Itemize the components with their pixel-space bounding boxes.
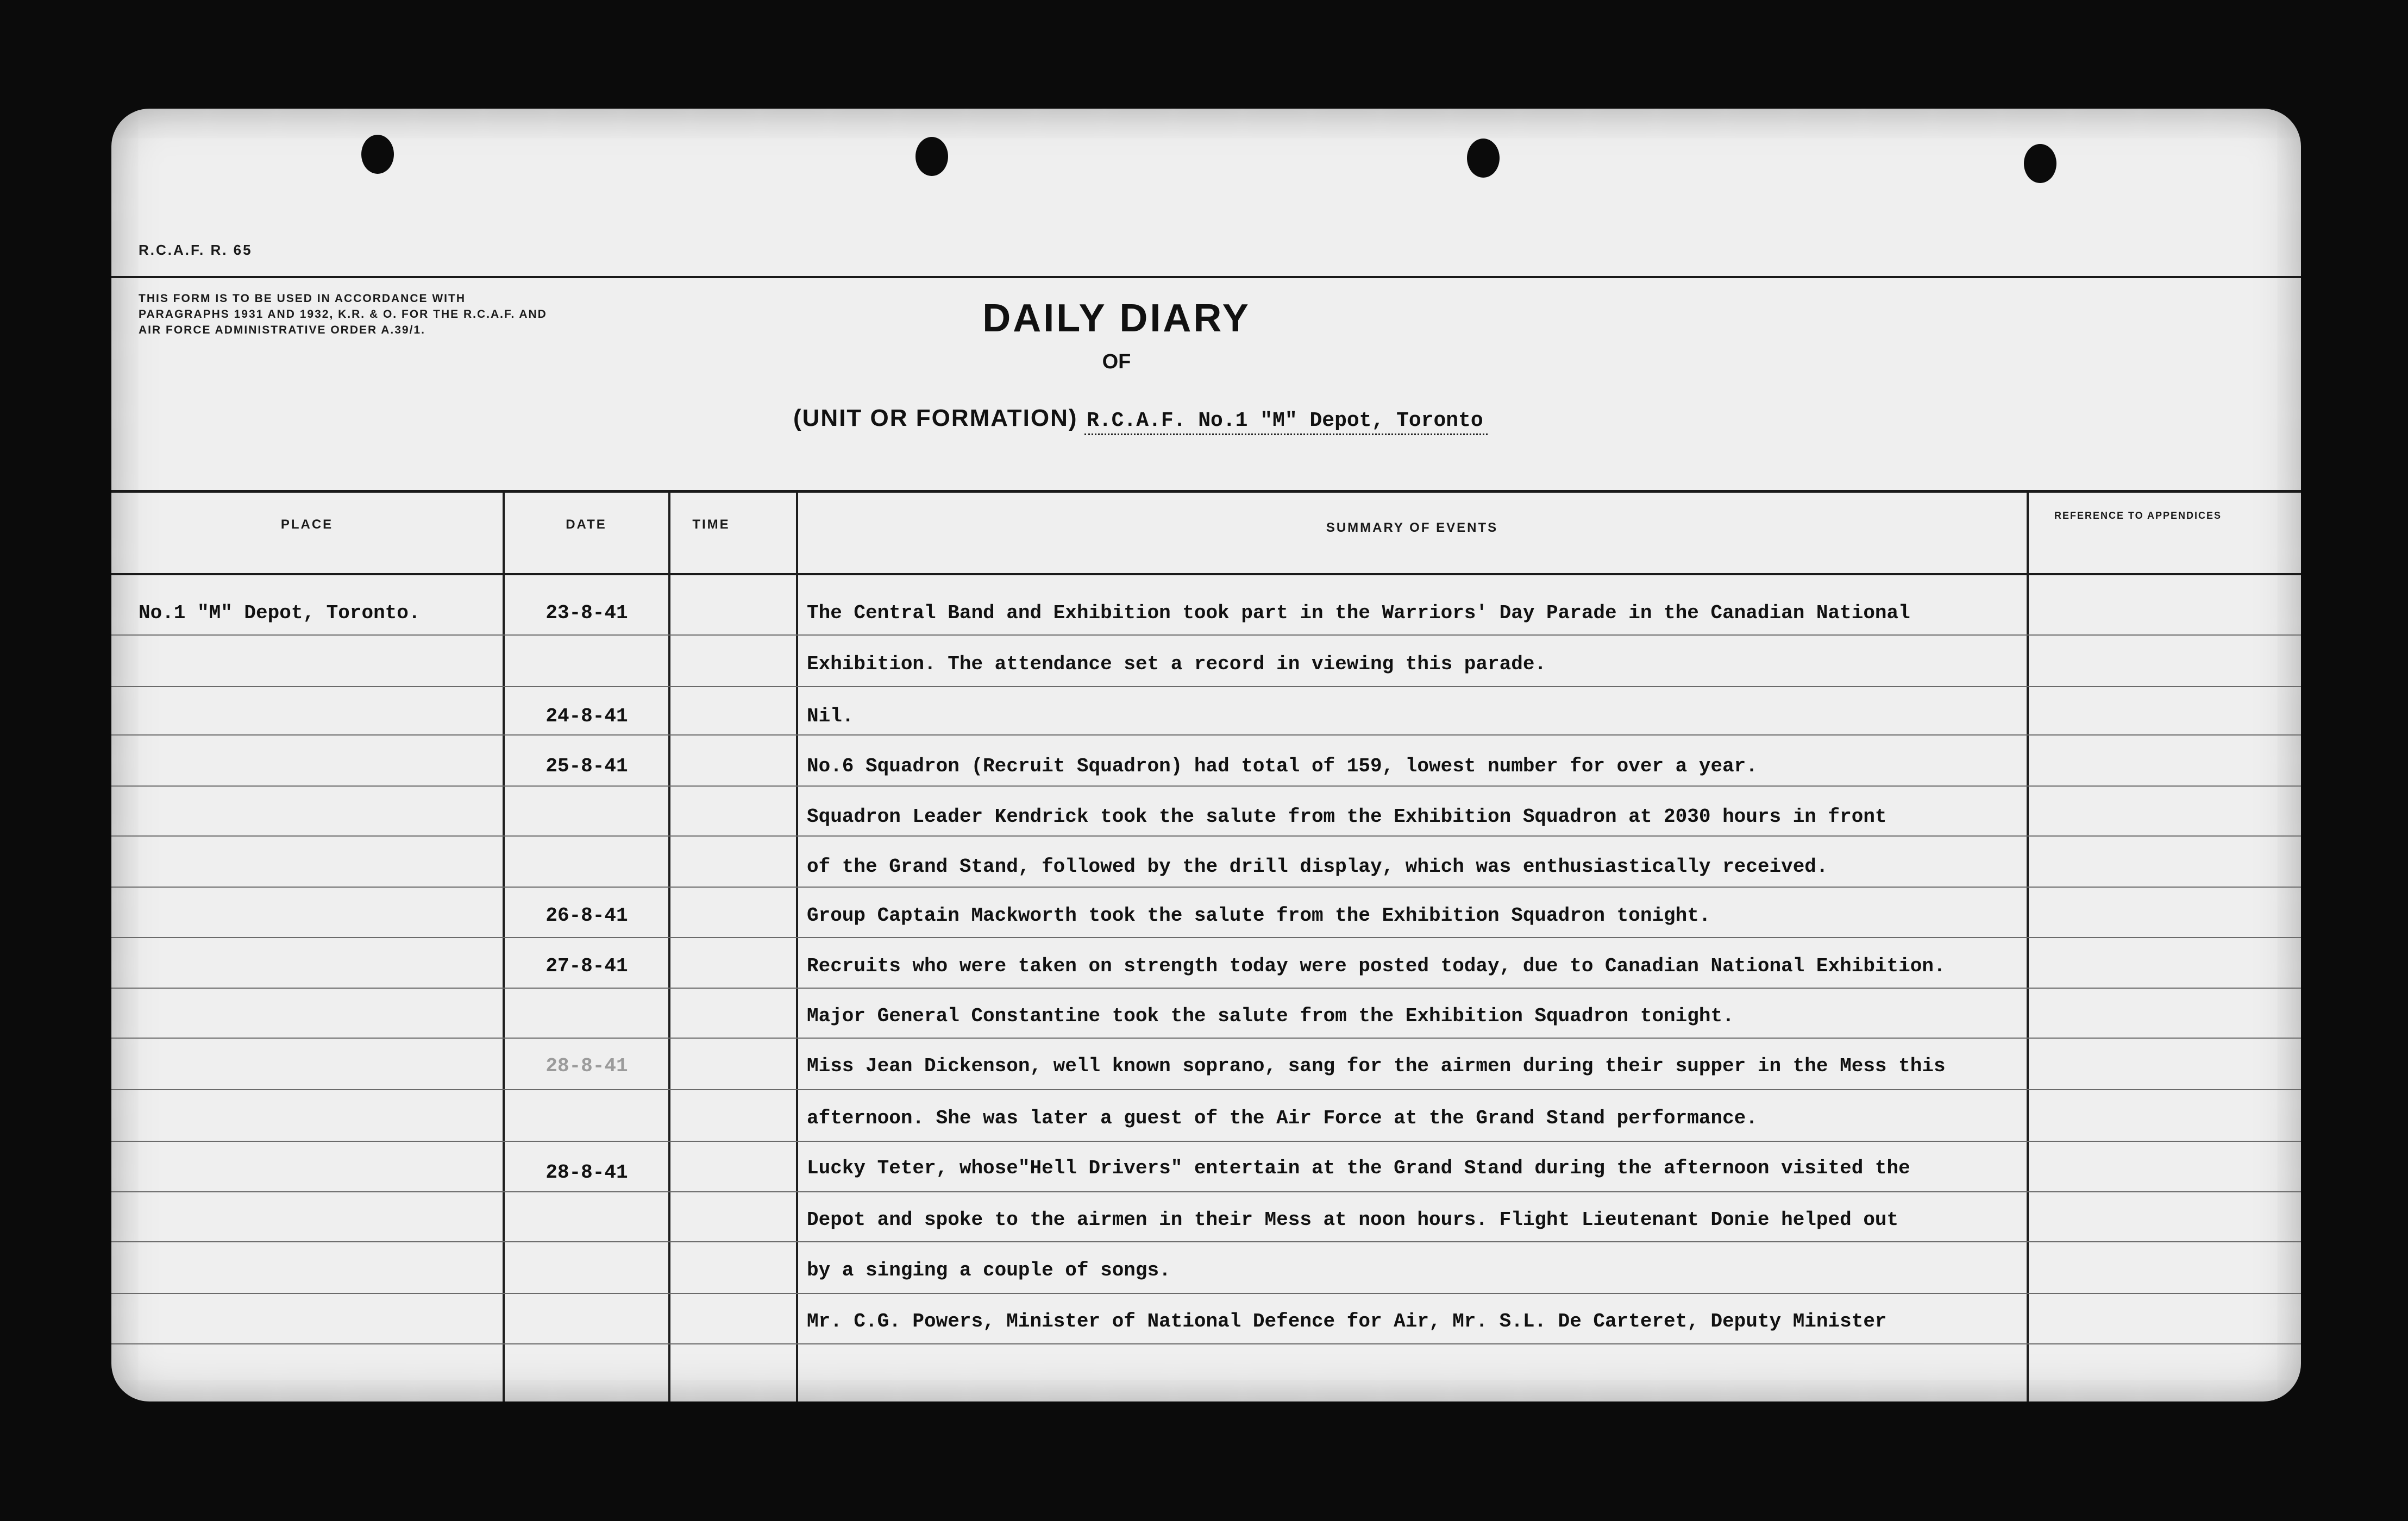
column-divider [796,493,798,1401]
punch-hole [1467,139,1500,178]
summary-line: Squadron Leader Kendrick took the salute from the Exhibition Squadron at 2030 hours in front [807,806,1887,828]
ruled-line [111,937,2301,938]
date-entry: 24-8-41 [545,705,628,727]
ruled-line [111,686,2301,687]
ruled-line [111,835,2301,837]
form-instructions: THIS FORM IS TO BE USED IN ACCORDANCE WITH PARAGRAPHS 1931 AND 1932, K.R. & O. FOR THE R.C.A.F. AND AIR FORCE ADMINISTRATIVE ORDER A.39/1. [139,292,547,336]
date-entry: 27-8-41 [545,955,628,977]
form-code: R.C.A.F. R. 65 [139,242,253,258]
column-divider [503,493,505,1401]
summary-line: Exhibition. The attendance set a record in viewing this parade. [807,653,1547,675]
ruled-line [111,1141,2301,1142]
summary-line: Recruits who were taken on strength today were posted today, due to Canadian National Exhibition. [807,955,1946,977]
ruled-line [111,1241,2301,1242]
summary-line: Group Captain Mackworth took the salute from the Exhibition Squadron tonight. [807,904,1711,927]
date-entry: 23-8-41 [545,602,628,624]
ruled-line [111,1089,2301,1090]
ruled-line [111,734,2301,736]
summary-line: afternoon. She was later a guest of the Air Force at the Grand Stand performance. [807,1107,1758,1129]
summary-line: Miss Jean Dickenson, well known soprano, sang for the airmen during their supper in the Mess this [807,1055,1946,1077]
punch-hole [2024,144,2056,183]
column-divider [2027,493,2029,1401]
ruled-line [111,1038,2301,1039]
punch-hole [361,135,394,174]
summary-line: Mr. C.G. Powers, Minister of National Defence for Air, Mr. S.L. De Carteret, Deputy Minister [807,1310,1887,1333]
ruled-line [111,988,2301,989]
summary-line: by a singing a couple of songs. [807,1259,1171,1281]
ruled-line [111,887,2301,888]
ruled-line [111,634,2301,636]
ruled-line [111,1343,2301,1344]
ruled-line [111,785,2301,787]
column-header-date: DATE [566,517,607,532]
column-divider [668,493,670,1401]
unit-label: (UNIT OR FORMATION) [793,405,1078,431]
unit-value: R.C.A.F. No.1 "M" Depot, Toronto [1084,409,1488,435]
summary-line: Depot and spoke to the airmen in their Mess at noon hours. Flight Lieutenant Donie helped out [807,1209,1899,1231]
date-entry: 25-8-41 [545,755,628,777]
place-entry: No.1 "M" Depot, Toronto. [139,602,421,624]
column-header-summary: SUMMARY OF EVENTS [1326,520,1498,535]
summary-line: No.6 Squadron (Recruit Squadron) had total of 159, lowest number for over a year. [807,755,1758,777]
ruled-line [111,1191,2301,1192]
summary-line: Nil. [807,705,854,727]
diary-form-card [111,109,2301,1401]
column-header-rule [111,573,2301,575]
unit-row [793,405,1488,435]
date-entry: 26-8-41 [545,904,628,927]
punch-hole [915,137,948,176]
summary-line: Major General Constantine took the salute from the Exhibition Squadron tonight. [807,1005,1734,1027]
column-header-time: TIME [692,517,730,532]
date-entry: 28-8-41 [545,1161,628,1184]
header-top-rule [111,276,2301,278]
summary-line: of the Grand Stand, followed by the drill display, which was enthusiastically received. [807,856,1828,878]
ruled-line [111,1293,2301,1294]
form-title: DAILY DIARY [982,297,1251,340]
column-header-reference: REFERENCE TO APPENDICES [2054,510,2222,521]
summary-line: The Central Band and Exhibition took part in the Warriors' Day Parade in the Canadian National [807,602,1910,624]
column-header-place: PLACE [280,517,334,532]
table-top-rule [111,490,2301,493]
form-of: OF [1102,350,1131,373]
summary-line: Lucky Teter, whose"Hell Drivers" entertain at the Grand Stand during the afternoon visited the [807,1157,1910,1179]
date-entry-faint: 28-8-41 [545,1055,628,1077]
